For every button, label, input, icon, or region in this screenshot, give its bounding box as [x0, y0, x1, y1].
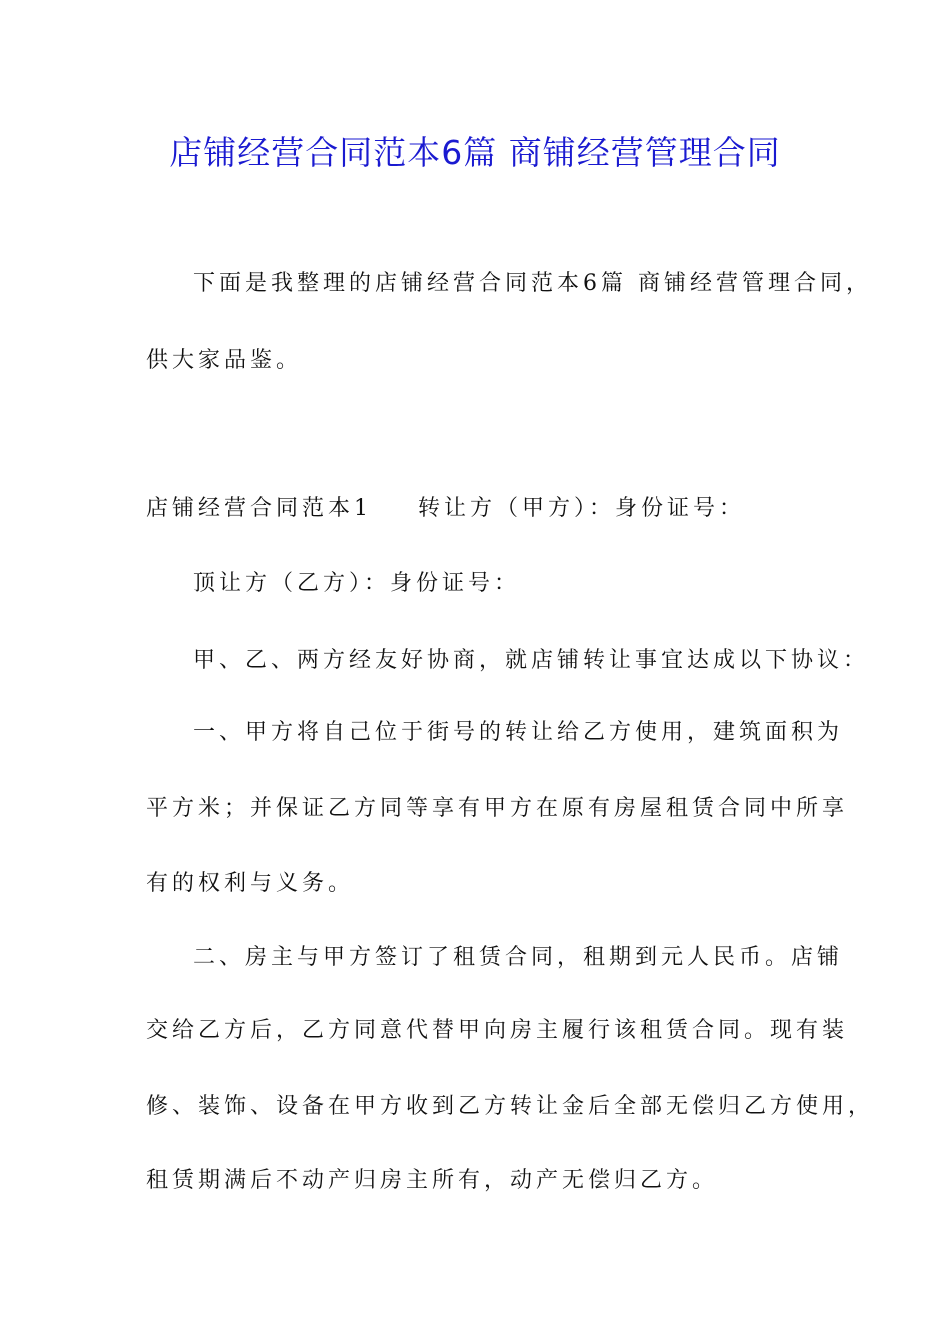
- intro-line-2: 供大家品鉴。: [146, 348, 303, 373]
- clause2-line-1: 二、房主与甲方签订了租赁合同，租期到元人民币。店铺: [193, 945, 844, 970]
- clause1-line-3: 有的权利与义务。: [146, 871, 355, 896]
- document-title: 店铺经营合同范本6篇 商铺经营管理合同: [169, 133, 781, 172]
- clause2-line-2: 交给乙方后，乙方同意代替甲向房主履行该租赁合同。现有装: [146, 1018, 849, 1043]
- clause2-line-3: 修、装饰、设备在甲方收到乙方转让金后全部无偿归乙方使用，: [146, 1094, 875, 1119]
- clause2-line-4: 租赁期满后不动产归房主所有，动产无偿归乙方。: [146, 1168, 719, 1193]
- agreement-intro: 甲、乙、两方经友好协商，就店铺转让事宜达成以下协议：: [193, 648, 870, 673]
- intro-line-1: 下面是我整理的店铺经营合同范本6篇 商铺经营管理合同，: [193, 271, 872, 296]
- party-a-line: 转让方（甲方）：身份证号：: [418, 496, 746, 521]
- section-heading: 店铺经营合同范本1: [146, 496, 372, 521]
- party-b-line: 顶让方（乙方）：身份证号：: [193, 571, 521, 596]
- section-heading-row: [146, 493, 745, 525]
- clause1-line-2: 平方米；并保证乙方同等享有甲方在原有房屋租赁合同中所享: [146, 796, 849, 821]
- clause1-line-1: 一、甲方将自己位于街号的转让给乙方使用，建筑面积为: [193, 720, 844, 745]
